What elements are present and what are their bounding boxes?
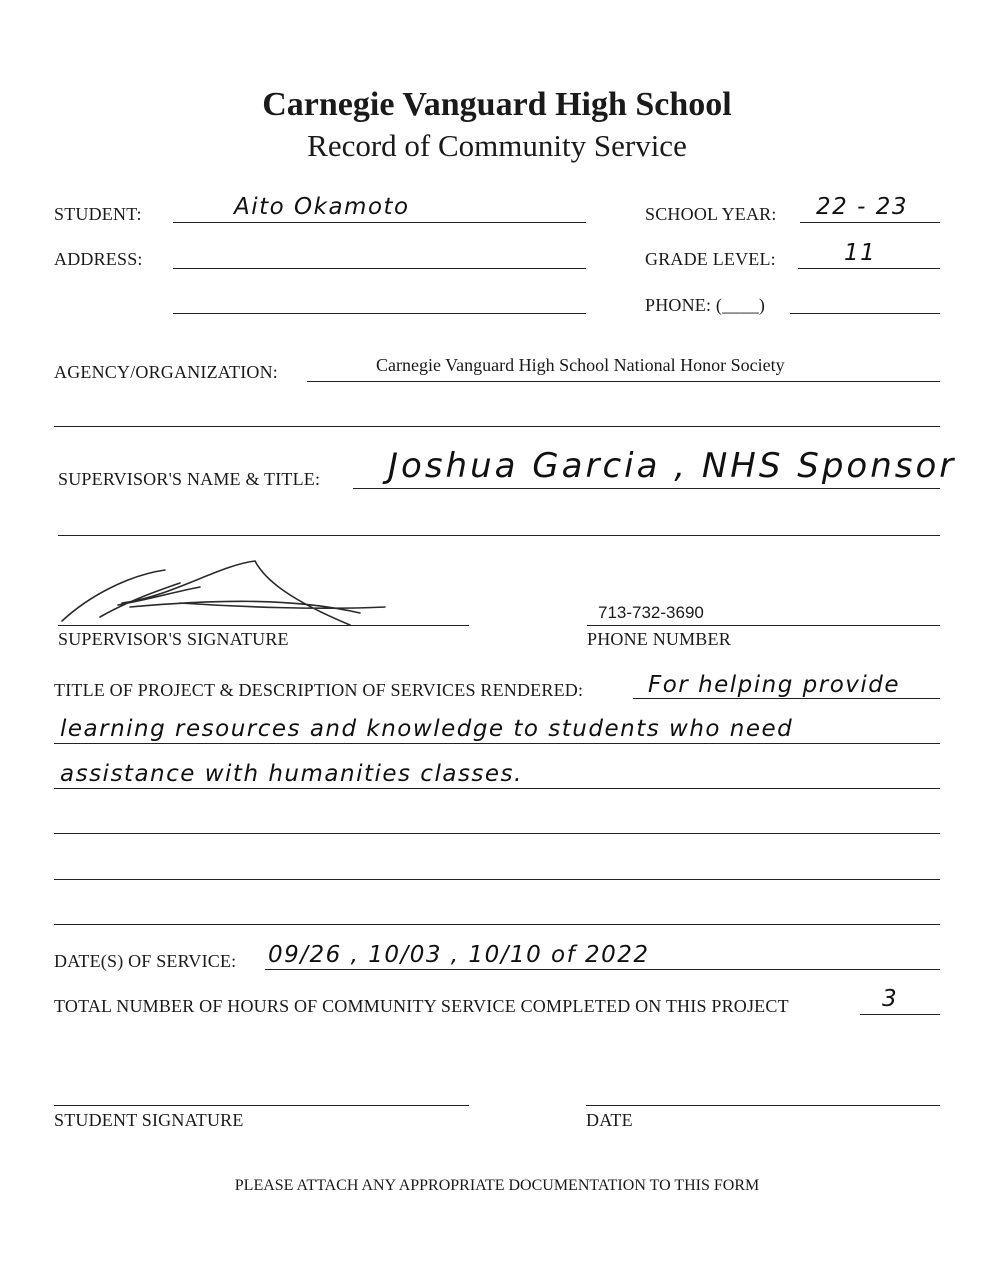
- supervisor-name-line-2[interactable]: [58, 535, 940, 536]
- project-line-4[interactable]: [54, 833, 940, 834]
- supervisor-signature-scribble: [60, 555, 400, 635]
- supervisor-signature-line[interactable]: [58, 625, 469, 626]
- hours-value[interactable]: 3: [882, 986, 899, 1012]
- address-label: ADDRESS:: [54, 249, 143, 269]
- project-line-2: [54, 743, 940, 744]
- supervisor-name-line: [353, 488, 940, 489]
- supervisor-name-label: SUPERVISOR'S NAME & TITLE:: [58, 469, 321, 489]
- date-label: DATE: [586, 1110, 633, 1130]
- hours-label: TOTAL NUMBER OF HOURS OF COMMUNITY SERVICE COMPLETED ON THIS PROJECT: [54, 996, 789, 1016]
- dates-of-service-value[interactable]: 09/26 , 10/03 , 10/10 of 2022: [268, 942, 650, 968]
- supervisor-name-value[interactable]: Joshua Garcia , NHS Sponsor: [388, 446, 957, 486]
- project-label: TITLE OF PROJECT & DESCRIPTION OF SERVICES RENDERED:: [54, 680, 584, 700]
- footer-note: PLEASE ATTACH ANY APPROPRIATE DOCUMENTATION TO THIS FORM: [234, 1177, 760, 1194]
- supervisor-signature-label: SUPERVISOR'S SIGNATURE: [58, 629, 289, 649]
- school-year-line: [800, 222, 940, 223]
- project-description-line3[interactable]: assistance with humanities classes.: [60, 761, 523, 787]
- project-line-6[interactable]: [54, 924, 940, 925]
- agency-label: AGENCY/ORGANIZATION:: [54, 362, 278, 382]
- student-label: STUDENT:: [54, 204, 142, 224]
- student-line: [173, 222, 586, 223]
- supervisor-phone-value[interactable]: 713-732-3690: [598, 603, 704, 622]
- grade-level-label: GRADE LEVEL:: [645, 249, 776, 269]
- supervisor-phone-label: PHONE NUMBER: [587, 629, 731, 649]
- project-line-3: [54, 788, 940, 789]
- project-line-5[interactable]: [54, 879, 940, 880]
- hours-line: [860, 1014, 940, 1015]
- student-signature-line[interactable]: [54, 1105, 469, 1106]
- form-title: Record of Community Service: [307, 128, 687, 163]
- school-year-value[interactable]: 22 - 23: [816, 194, 908, 220]
- school-year-label: SCHOOL YEAR:: [645, 204, 777, 224]
- address-line-1[interactable]: [173, 268, 586, 269]
- student-signature-label: STUDENT SIGNATURE: [54, 1110, 244, 1130]
- grade-level-line: [798, 268, 940, 269]
- agency-line-2[interactable]: [54, 426, 940, 427]
- address-line-2[interactable]: [173, 313, 586, 314]
- phone-label: PHONE: (____): [645, 295, 766, 315]
- date-line[interactable]: [586, 1105, 940, 1106]
- agency-value[interactable]: Carnegie Vanguard High School National Honor Society: [376, 355, 785, 375]
- project-description-line2[interactable]: learning resources and knowledge to students who need: [60, 716, 794, 742]
- supervisor-phone-line: [587, 625, 940, 626]
- grade-level-value[interactable]: 11: [844, 240, 877, 266]
- agency-line: [307, 381, 940, 382]
- project-description-line1[interactable]: For helping provide: [648, 672, 901, 698]
- dates-line: [265, 969, 940, 970]
- phone-line[interactable]: [790, 313, 940, 314]
- school-name: Carnegie Vanguard High School: [262, 86, 732, 123]
- student-name-value[interactable]: Aito Okamoto: [234, 194, 410, 220]
- project-line-1: [633, 698, 940, 699]
- dates-label: DATE(S) OF SERVICE:: [54, 951, 237, 971]
